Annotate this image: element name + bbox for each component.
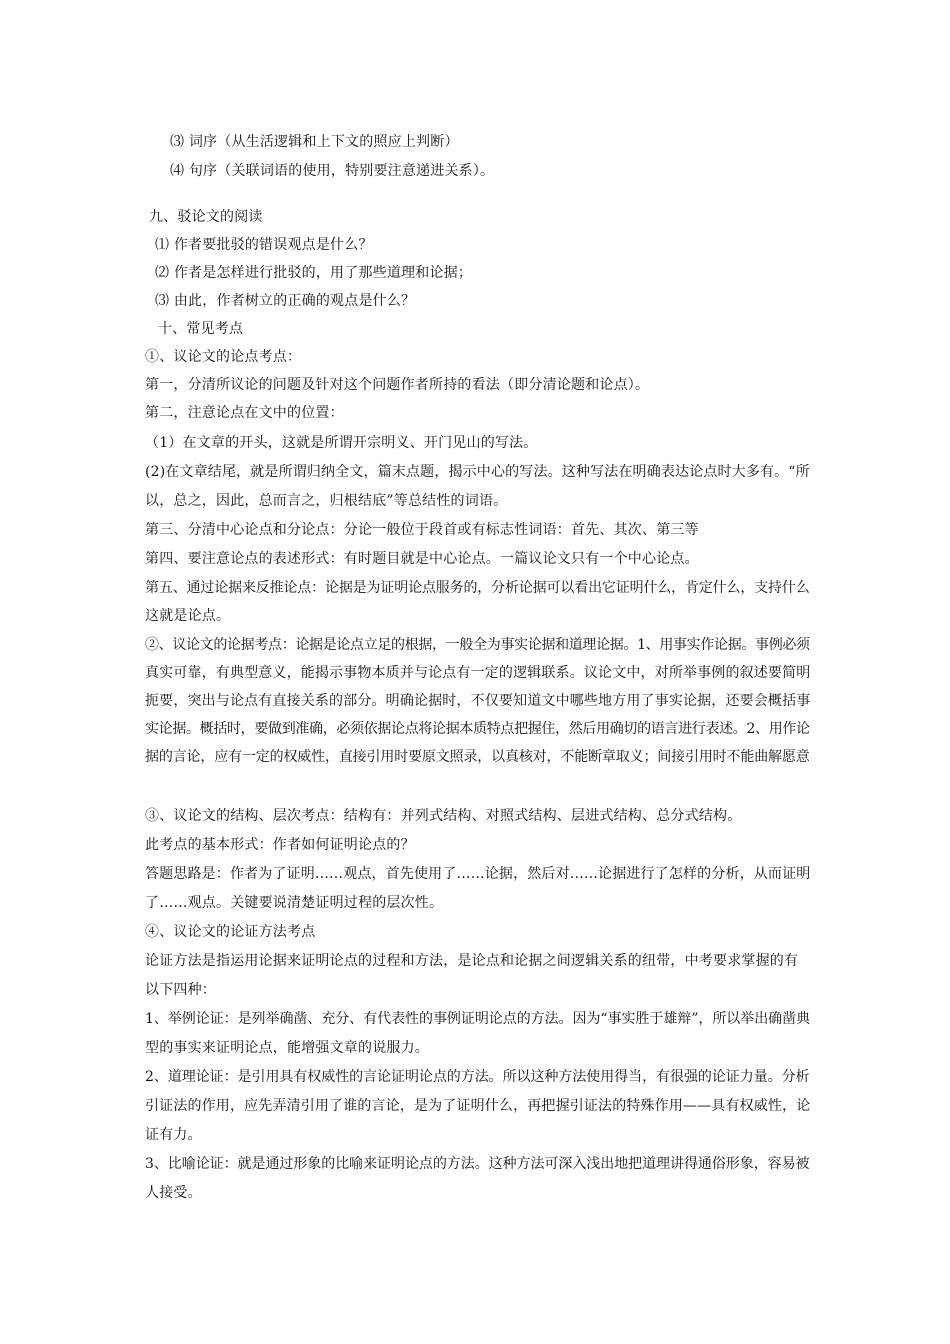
text-line: 以下四种：: [145, 982, 216, 998]
text-line: 实论据。概括时，要做到准确，必须依据论点将论据本质特点把握住，然后用确切的语言进行表述。2、用作论: [145, 721, 810, 737]
text-line: 以，总之，因此，总而言之，归根结底”等总结性的词语。: [145, 493, 508, 509]
text-line: 2、道理论证：是引用具有权威性的言论证明论点的方法。所以这种方法使用得当，有很强的论证力量。分析: [145, 1069, 810, 1085]
text-line: 第三、分清中心论点和分论点：分论一般位于段首或有标志性词语：首先、其次、第三等: [145, 522, 699, 538]
section-heading: 九、驳论文的阅读: [149, 209, 263, 225]
text-line: 真实可靠，有典型意义，能揭示事物本质并与论点有一定的逻辑联系。议论文中，对所举事例的叙述要简明: [145, 665, 811, 681]
text-line: 第五、通过论据来反推论点：论据是为证明论点服务的，分析论据可以看出它证明什么，肯定什么，支持什么: [145, 580, 810, 596]
text-line: ④、议论文的论证方法考点: [145, 924, 316, 940]
text-line: ⑶ 词序（从生活逻辑和上下文的照应上判断）: [170, 134, 459, 150]
text-line: 1、举例论证：是列举确凿、充分、有代表性的事例证明论点的方法。因为“事实胜于雄辩”，所以举出确凿典: [145, 1011, 811, 1027]
text-line: ⑷ 句序（关联词语的使用，特别要注意递进关系）。: [170, 163, 495, 179]
text-line: 据的言论，应有一定的权威性，直接引用时要原文照录，以真核对，不能断章取义；间接引用时不能曲解愿意: [145, 749, 810, 765]
text-line: ②、议论文的论据考点：论据是论点立足的根据，一般全为事实论据和道理论据。1、用事实作论据。事例必须: [145, 637, 810, 653]
text-line: 第四、要注意论点的表述形式：有时题目就是中心论点。一篇议论文只有一个中心论点。: [145, 551, 699, 567]
text-line: 答题思路是：作者为了证明……观点，首先使用了……论据，然后对……论据进行了怎样的分析，从而证明: [145, 866, 811, 882]
text-line: ①、议论文的论点考点：: [145, 349, 302, 365]
text-line: 3、比喻论证：就是通过形象的比喻来证明论点的方法。这种方法可深入浅出地把道理讲得通俗形象，容易被: [145, 1156, 810, 1172]
text-line: (2)在文章结尾，就是所谓归纳全文，篇末点题，揭示中心的写法。这种写法在明确表达论点时大多有。“所: [145, 464, 810, 480]
text-line: 此考点的基本形式：作者如何证明论点的？: [145, 837, 415, 853]
text-line: ⑴ 作者要批驳的错误观点是什么？: [155, 237, 373, 253]
text-line: 第一，分清所议论的问题及针对这个问题作者所持的看法（即分清论题和论点）。: [145, 377, 650, 393]
text-line: ⑶ 由此，作者树立的正确的观点是什么？: [155, 293, 416, 309]
text-line: 论证方法是指运用论据来证明论点的过程和方法，是论点和论据之间逻辑关系的纽带，中考要求掌握的有: [145, 953, 799, 969]
section-heading: 十、常见考点: [158, 321, 244, 337]
text-line: 了……观点。关键要说清楚证明过程的层次性。: [145, 895, 444, 911]
text-line: 型的事实来证明论点，能增强文章的说服力。: [145, 1040, 429, 1056]
text-line: ③、议论文的结构、层次考点：结构有：并列式结构、对照式结构、层进式结构、总分式结构。: [145, 808, 742, 824]
text-line: （1）在文章的开头，这就是所谓开宗明义、开门见山的写法。: [145, 435, 538, 451]
text-line: 人接受。: [145, 1185, 202, 1201]
text-line: 这就是论点。: [145, 608, 231, 624]
text-line: 证有力。: [145, 1127, 202, 1143]
text-line: 引证法的作用，应先弄清引用了谁的言论，是为了证明什么，再把握引证法的特殊作用——具有权威性，论: [145, 1098, 811, 1114]
text-line: 第二，注意论点在文中的位置：: [145, 405, 344, 421]
text-line: 扼要，突出与论点有直接关系的部分。明确论据时，不仅要知道文中哪些地方用了事实论据，还要会概括事: [145, 693, 811, 709]
text-line: ⑵ 作者是怎样进行批驳的，用了那些道理和论据；: [155, 265, 473, 281]
